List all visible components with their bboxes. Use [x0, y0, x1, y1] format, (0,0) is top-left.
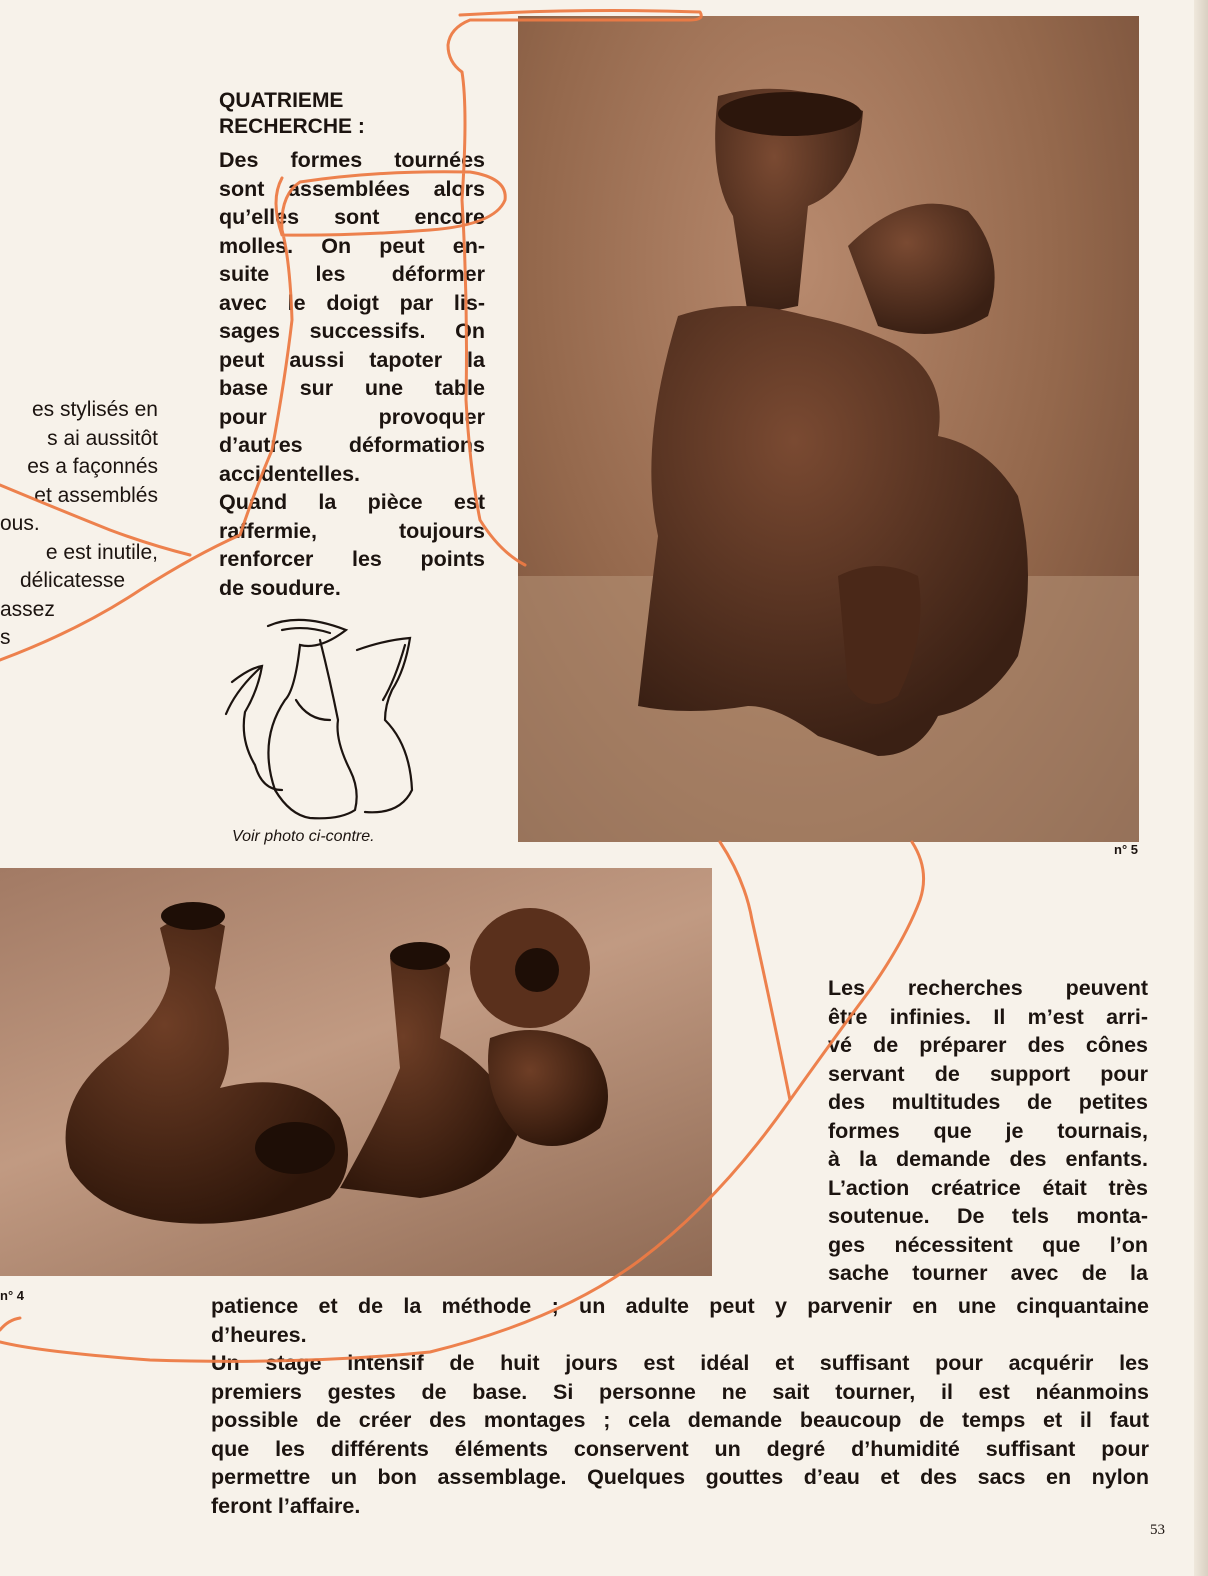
text-line: raffermie, toujours [219, 518, 485, 543]
column-2-text [828, 974, 1148, 1288]
text-line: patience et de la méthode ; un adulte peut y parvenir en une cinquantaine [211, 1294, 1149, 1318]
text-line: feront l’affaire. [211, 1493, 361, 1518]
section-heading [219, 88, 499, 140]
text-line: suite les déformer [219, 262, 485, 286]
photo-sculpture-5 [518, 16, 1139, 842]
text-line: des multitudes de petites [828, 1090, 1148, 1114]
text-line: qu’elles sont encore [219, 205, 485, 229]
column-1-text [219, 146, 485, 602]
text-line: s ai aussitôt [47, 426, 158, 450]
text-line: avec le doigt par lis- [219, 290, 485, 315]
text-line: premiers gestes de base. Si personne ne sait tourner, il est néanmoins [211, 1379, 1149, 1404]
text-line: accidentelles. [219, 461, 361, 486]
text-line: formes que je tournais, [828, 1118, 1148, 1143]
text-line: ous. [0, 512, 40, 535]
text-line: sache tourner avec de la [828, 1261, 1148, 1285]
sketch-caption: Voir photo ci-contre. [232, 828, 375, 845]
photo-4-caption: n° 4 [0, 1288, 24, 1303]
text-line: vé de préparer des cônes [828, 1033, 1148, 1057]
text-line: que les différents éléments conservent un degré d’humidité suffisant pour [211, 1436, 1149, 1461]
text-line: de soudure. [219, 575, 341, 600]
text-line: renforcer les points [219, 547, 485, 571]
text-line: sages successifs. On [219, 319, 485, 343]
text-line: d’autres déformations [219, 433, 485, 457]
photo-5-illustration [518, 16, 1139, 842]
text-line: servant de support pour [828, 1061, 1148, 1086]
text-line: ges nécessitent que l’on [828, 1232, 1148, 1257]
text-line: délicatesse [20, 569, 126, 592]
text-line: être infinies. Il m’est arri- [828, 1004, 1148, 1029]
text-line: molles. On peut en- [219, 233, 485, 258]
text-line: peut aussi tapoter la [219, 347, 485, 372]
text-line: permettre un bon assemblage. Quelques gouttes d’eau et des sacs en nylon [211, 1465, 1149, 1489]
text-line: Quand la pièce est [219, 490, 485, 514]
text-line: d’heures. [211, 1322, 307, 1347]
text-line: à la demande des enfants. [828, 1147, 1148, 1171]
text-line: s [0, 626, 11, 649]
text-line: Des formes tournées [219, 148, 485, 172]
bottom-paragraph [211, 1292, 1149, 1520]
text-line: e est inutile, [45, 540, 158, 564]
text-line: base sur une table [219, 376, 485, 400]
heading-line: RECHERCHE : [219, 115, 365, 138]
text-line: possible de créer des montages ; cela demande beaucoup de temps et il faut [211, 1408, 1149, 1432]
photo-4-illustration [0, 868, 712, 1276]
text-line: Un stage intensif de huit jours est idéal et suffisant pour acquérir les [211, 1351, 1149, 1375]
text-line: es a façonnés [27, 455, 158, 478]
text-line: pour provoquer [219, 404, 485, 429]
photo-5-caption: n° 5 [1114, 842, 1138, 857]
heading-line: QUATRIEME [219, 89, 344, 112]
page-number: 53 [1150, 1522, 1165, 1538]
text-line: L’action créatrice était très [828, 1175, 1148, 1200]
text-line: assez [0, 597, 55, 621]
photo-sculpture-4 [0, 868, 712, 1276]
left-page-fragment [0, 396, 158, 653]
text-line: soutenue. De tels monta- [828, 1204, 1148, 1228]
text-line: es stylisés en [31, 398, 158, 421]
text-line: Les recherches peuvent [828, 976, 1148, 1000]
page-edge [1194, 0, 1208, 1576]
text-line: sont assemblées alors [219, 176, 485, 201]
text-line: et assemblés [34, 483, 158, 507]
